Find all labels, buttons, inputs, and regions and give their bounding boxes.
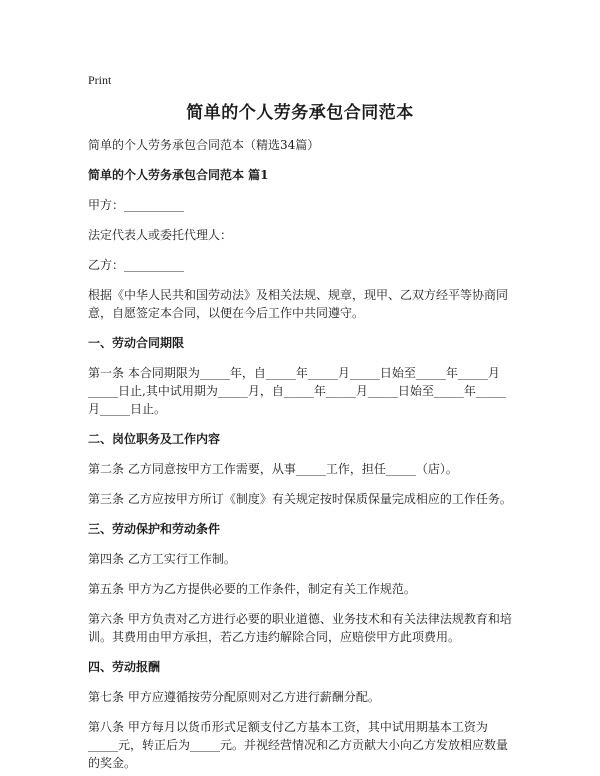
article-7: 第七条 甲方应遵循按劳分配原则对乙方进行薪酬分配。 xyxy=(88,690,380,704)
intro-paragraph: 根据《中华人民共和国劳动法》及相关法规、规章，现甲、乙双方经平等协商同意，自愿签定本合同，以便在今后工作中共同遵守。 xyxy=(88,288,509,320)
document-title: 简单的个人劳务承包合同范本 xyxy=(186,103,414,123)
article-4: 第四条 乙方工实行工作制。 xyxy=(88,552,236,566)
party-b-line: 乙方：__________ xyxy=(88,258,185,272)
print-link[interactable]: Print xyxy=(88,73,112,87)
article-8: 第八条 甲方每月以货币形式足额支付乙方基本工资，其中试用期基本工资为_____元，转正后为_____元。并视经营情况和乙方贡献大小向乙方发放相应数量的奖金。 xyxy=(88,720,509,770)
article-2: 第二条 乙方同意按甲方工作需要，从事_____工作，担任_____（店）。 xyxy=(88,462,458,476)
article-6: 第六条 甲方负责对乙方进行必要的职业道德、业务技术和有关法律法规教育和培训。其费用由甲方承担，若乙方违约解除合同，应赔偿甲方此项费用。 xyxy=(88,612,512,644)
article-5: 第五条 甲方为乙方提供必要的工作条件，制定有关工作规范。 xyxy=(88,582,416,596)
section-title-protection: 三、劳动保护和劳动条件 xyxy=(88,522,221,536)
article-heading: 简单的个人劳务承包合同范本 篇1 xyxy=(88,168,269,182)
section-title-position: 二、岗位职务及工作内容 xyxy=(88,432,221,446)
section-title-term: 一、劳动合同期限 xyxy=(88,336,185,350)
article-1: 第一条 本合同期限为_____年，自_____年_____月_____日始至_____年_____月_____日止,其中试用期为_____月，自_____年_____月_____日始至_____年_____月_____日止。 xyxy=(88,366,506,416)
article-3: 第三条 乙方应按甲方所订《制度》有关规定按时保质保量完成相应的工作任务。 xyxy=(88,492,512,506)
representative-line: 法定代表人或委托代理人： xyxy=(88,228,233,242)
document-subtitle: 简单的个人劳务承包合同范本（精选34篇） xyxy=(88,138,320,152)
party-a-line: 甲方：__________ xyxy=(88,198,185,212)
section-title-compensation: 四、劳动报酬 xyxy=(88,660,161,674)
